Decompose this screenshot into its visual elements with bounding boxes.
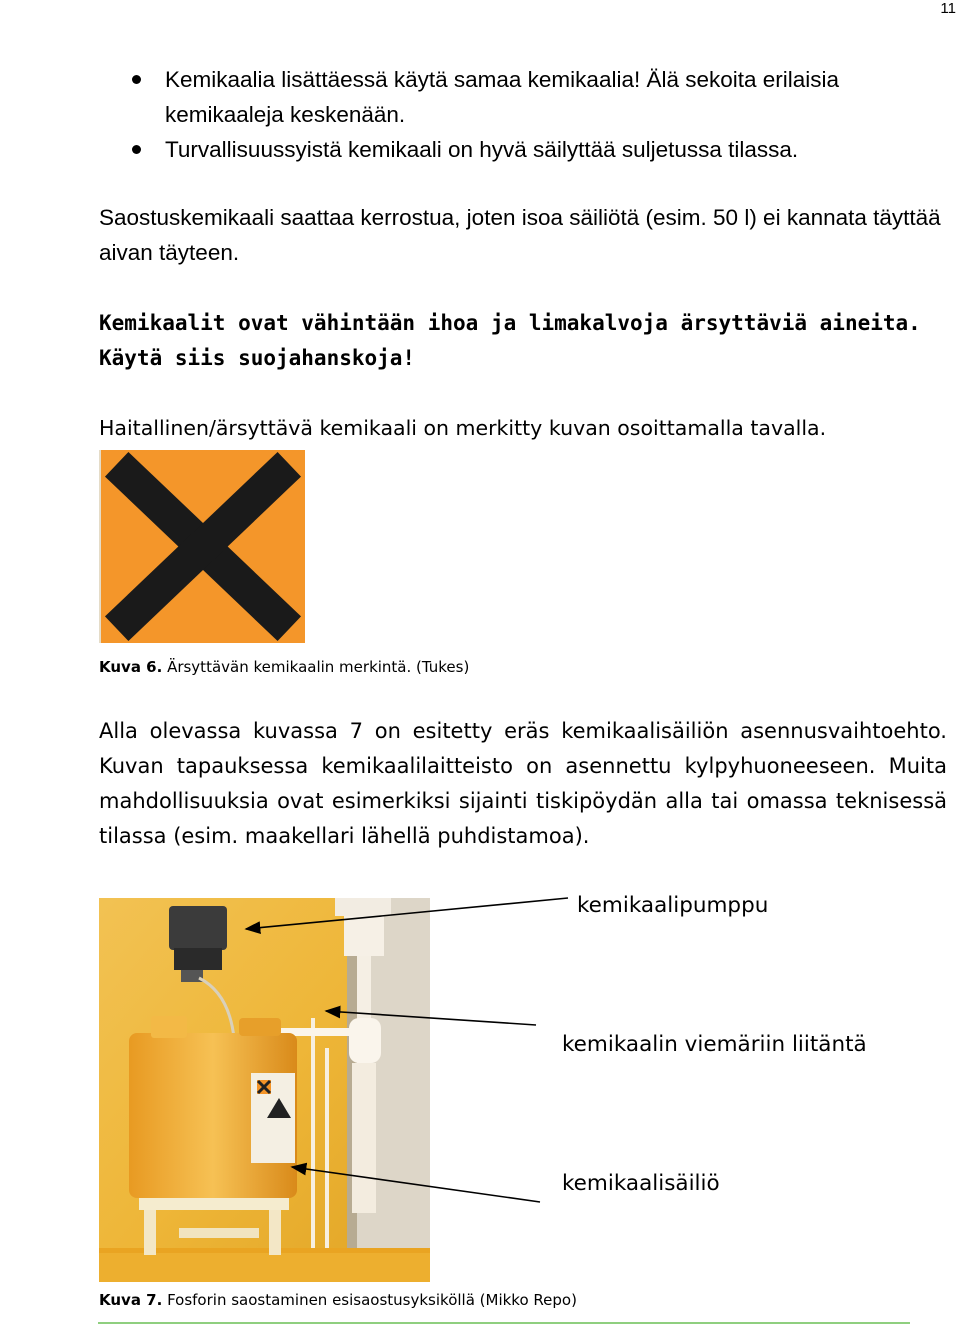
figure-7-label: Kuva 7. — [99, 1291, 163, 1309]
paragraph-installation: Alla olevassa kuvassa 7 on esitetty eräs kemikaalisäiliön asennusvaihtoehto. Kuvan tapauksessa kemikaalilaitteisto on asennettu kylpyhuoneeseen. Muita mahdollisuuksia ovat esimerkiksi sijainti tiskipöydän alla tai omassa teknisessä tilassa (esim. maakellari lähellä puhdistamoa). — [99, 719, 947, 848]
label-chemical-tank: kemikaalisäiliö — [562, 1171, 720, 1196]
figure-6-text: Ärsyttävän kemikaalin merkintä. (Tukes) — [162, 658, 470, 676]
paragraph-sediment: Saostuskemikaali saattaa kerrostua, joten isoa säiliötä (esim. 50 l) ei kannata täyttää aivan täyteen. — [99, 205, 941, 265]
paragraph-hazard-mark: Haitallinen/ärsyttävä kemikaali on merkitty kuvan osoittamalla tavalla. — [99, 416, 827, 440]
label-chemical-pump: kemikaalipumppu — [577, 893, 769, 918]
figure-6-label: Kuva 6. — [99, 658, 163, 676]
page-number: 11 — [940, 0, 956, 17]
footer-rule — [98, 1322, 910, 1324]
paragraph-warning: Kemikaalit ovat vähintään ihoa ja limakalvoja ärsyttäviä aineita. Käytä siis suojahanskoja! — [99, 311, 921, 370]
bullet-item: Turvallisuussyistä kemikaali on hyvä säilyttää suljetussa tilassa. — [99, 132, 959, 167]
bullet-item: Kemikaalia lisättäessä käytä samaa kemikaalia! Älä sekoita erilaisia kemikaaleja keskenään. — [99, 62, 959, 132]
label-drain-connection: kemikaalin viemäriin liitäntä — [562, 1032, 867, 1057]
figure-7-caption — [99, 1290, 577, 1310]
figure-7-text: Fosforin saostaminen esisaostusyksiköllä (Mikko Repo) — [162, 1291, 577, 1309]
